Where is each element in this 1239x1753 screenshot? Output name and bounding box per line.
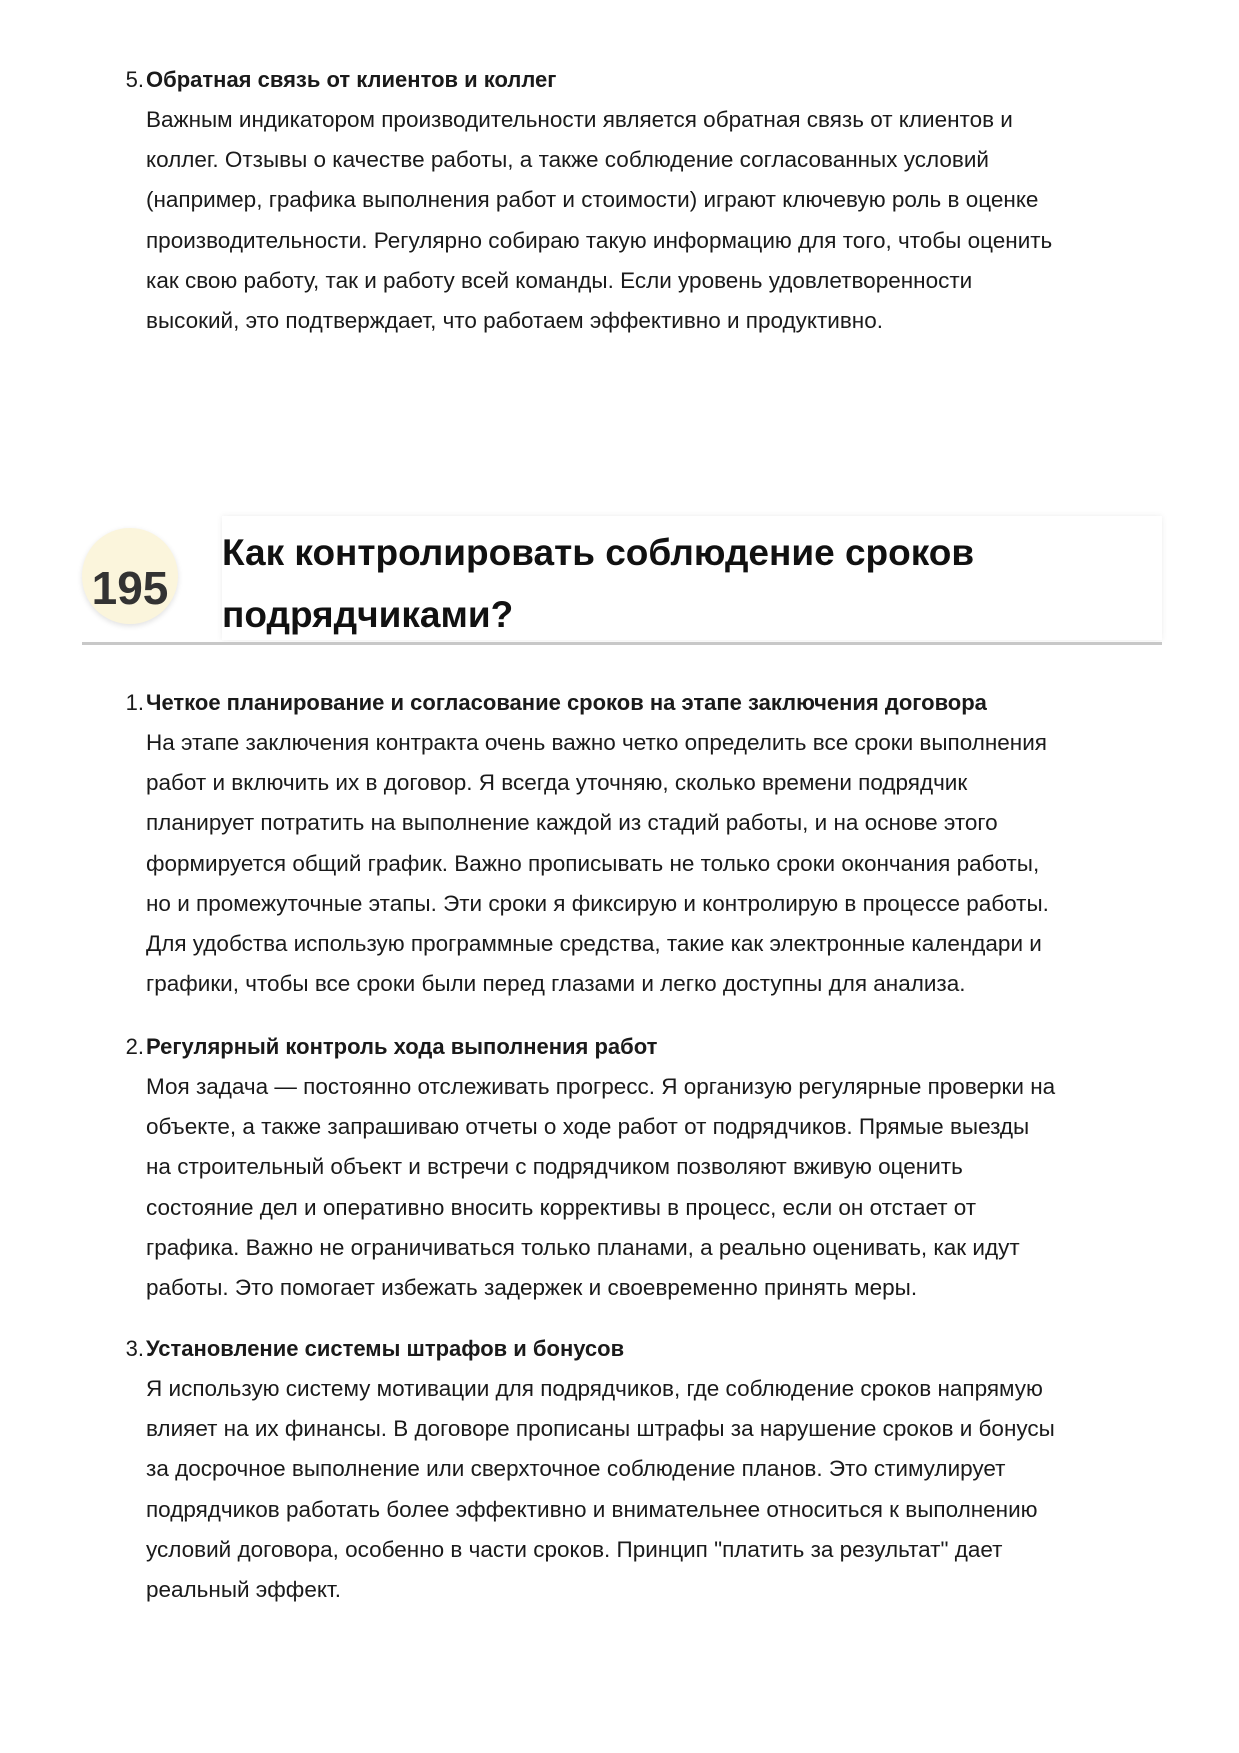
item-number: 2. (125, 1034, 144, 1059)
section-header (82, 516, 1162, 644)
body-line: На этапе заключения контракта очень важно четко определить все сроки выполнения (146, 730, 1047, 755)
section-number-badge (82, 528, 178, 624)
item-title: Обратная связь от клиентов и коллег (146, 67, 557, 92)
body-line: Для удобства использую программные средства, такие как электронные календари и (146, 931, 1042, 957)
body-line: подрядчиков работать более эффективно и внимательнее относиться к выполнению (146, 1496, 1038, 1522)
body-line: работы. Это помогает избежать задержек и своевременно принять меры. (146, 1275, 918, 1301)
body-line: работ и включить их в договор. Я всегда уточняю, сколько времени подрядчик (146, 770, 968, 796)
item-title: Четкое планирование и согласование сроков на этапе заключения договора (146, 690, 987, 715)
body-line: объекте, а также запрашиваю отчеты о ходе работ от подрядчиков. Прямые выезды (146, 1114, 1030, 1140)
body-line: графики, чтобы все сроки были перед глазами и легко доступны для анализа. (146, 971, 966, 997)
section-title-line: Как контролировать соблюдение сроков (222, 532, 975, 573)
body-line: за досрочное выполнение или сверхточное соблюдение планов. Это стимулирует (146, 1456, 1006, 1482)
body-line: (например, графика выполнения работ и стоимости) играют ключевую роль в оценке (146, 187, 1039, 213)
body-line: влияет на их финансы. В договоре прописаны штрафы за нарушение сроков и бонусы (146, 1416, 1055, 1442)
item-body (146, 100, 1162, 341)
body-line: формируется общий график. Важно прописывать не только сроки окончания работы, (146, 850, 1040, 876)
item-title: Регулярный контроль хода выполнения работ (146, 1034, 658, 1059)
body-line: на строительный объект и встречи с подрядчиком позволяют вживую оценить (146, 1154, 963, 1180)
item-number: 5. (125, 67, 144, 92)
body-line: реальный эффект. (146, 1577, 341, 1603)
body-line: планирует потратить на выполнение каждой из стадий работы, и на основе этого (146, 810, 998, 836)
body-line: Моя задача — постоянно отслеживать прогресс. Я организую регулярные проверки на (146, 1074, 1056, 1099)
section-divider (82, 642, 1162, 645)
item-number: 3. (125, 1336, 144, 1361)
body-line: высокий, это подтверждает, что работаем эффективно и продуктивно. (146, 308, 883, 334)
body-line: но и промежуточные этапы. Эти сроки я фиксирую и контролирую в процессе работы. (146, 890, 1049, 916)
body-line: графика. Важно не ограничиваться только планами, а реально оценивать, как идут (146, 1234, 1020, 1260)
body-line: состояние дел и оперативно вносить коррективы в процесс, если он отстает от (146, 1194, 977, 1220)
section-number: 195 (91, 562, 169, 614)
section-title-line: подрядчиками? (222, 594, 514, 635)
body-line: Важным индикатором производительности является обратная связь от клиентов и (146, 107, 1013, 132)
item-body (146, 1369, 1162, 1610)
section-title (222, 522, 1142, 646)
body-line: производительности. Регулярно собираю такую информацию для того, чтобы оценить (146, 227, 1053, 253)
item-number: 1. (125, 690, 144, 715)
body-line: коллег. Отзывы о качестве работы, а также соблюдение согласованных условий (146, 147, 989, 173)
item-body (146, 1067, 1162, 1308)
body-line: Я использую систему мотивации для подрядчиков, где соблюдение сроков напрямую (146, 1376, 1043, 1401)
body-line: условий договора, особенно в части сроков. Принцип "платить за результат" дает (146, 1536, 1003, 1562)
item-body (146, 723, 1162, 1004)
item-title: Установление системы штрафов и бонусов (146, 1336, 625, 1361)
body-line: как свою работу, так и работу всей команды. Если уровень удовлетворенности (146, 267, 973, 293)
